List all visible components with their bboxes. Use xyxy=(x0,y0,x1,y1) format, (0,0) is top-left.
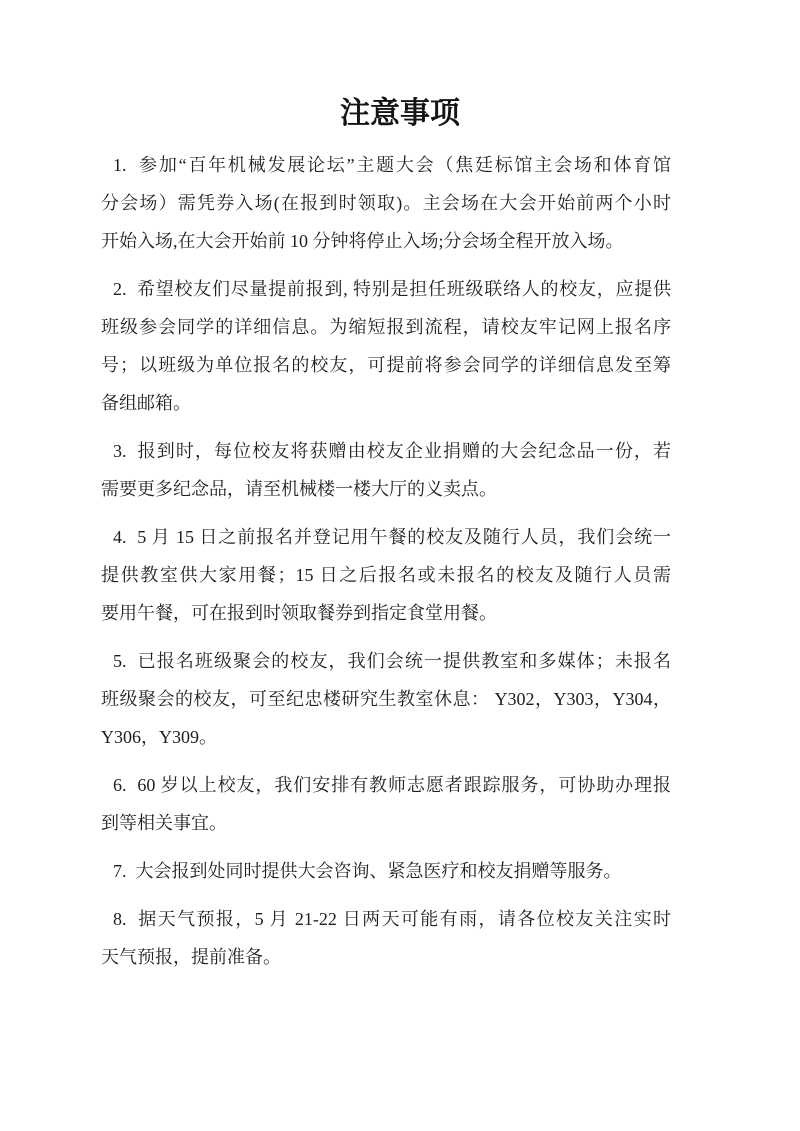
note-item-3 xyxy=(101,432,671,508)
note-item-8 xyxy=(101,900,671,976)
note-item-5 xyxy=(101,642,671,756)
text-line: 8. 据天气预报，5 月 21-22 日两天可能有雨，请各位校友关注实时 xyxy=(113,909,671,929)
text-line: Y306，Y309。 xyxy=(101,727,217,747)
text-line: 4. 5 月 15 日之前报名并登记用午餐的校友及随行人员，我们会统一 xyxy=(113,527,671,547)
text-line: 3. 报到时，每位校友将获赠由校友企业捐赠的大会纪念品一份，若 xyxy=(113,441,671,461)
document-title: 注意事项 xyxy=(340,97,460,130)
note-item-7 xyxy=(101,852,671,890)
text-line: 到等相关事宜。 xyxy=(101,813,227,833)
text-line: 7. 大会报到处同时提供大会咨询、紧急医疗和校友捐赠等服务。 xyxy=(113,861,622,881)
note-item-2 xyxy=(101,270,671,422)
text-line: 班级聚会的校友，可至纪忠楼研究生教室休息： Y302，Y303，Y304， xyxy=(101,689,671,709)
note-item-1 xyxy=(101,146,671,260)
text-line: 2. 希望校友们尽量提前报到, 特别是担任班级联络人的校友，应提供 xyxy=(113,279,671,299)
text-line: 要用午餐，可在报到时领取餐券到指定食堂用餐。 xyxy=(101,603,497,623)
text-line: 1. 参加“百年机械发展论坛”主题大会（焦廷标馆主会场和体育馆 xyxy=(113,155,671,175)
text-line: 提供教室供大家用餐；15 日之后报名或未报名的校友及随行人员需 xyxy=(101,565,671,585)
text-line: 开始入场,在大会开始前 10 分钟将停止入场;分会场全程开放入场。 xyxy=(101,231,624,251)
notes-list xyxy=(101,146,671,976)
note-item-6 xyxy=(101,766,671,842)
text-line: 号；以班级为单位报名的校友，可提前将参会同学的详细信息发至筹 xyxy=(101,355,671,375)
text-line: 班级参会同学的详细信息。为缩短报到流程，请校友牢记网上报名序 xyxy=(101,317,671,337)
text-line: 备组邮箱。 xyxy=(101,393,191,413)
note-item-4 xyxy=(101,518,671,632)
text-line: 5. 已报名班级聚会的校友，我们会统一提供教室和多媒体；未报名 xyxy=(113,651,671,671)
text-line: 天气预报，提前准备。 xyxy=(101,947,281,967)
text-line: 6. 60 岁以上校友，我们安排有教师志愿者跟踪服务，可协助办理报 xyxy=(113,775,671,795)
text-line: 分会场）需凭券入场(在报到时领取)。主会场在大会开始前两个小时 xyxy=(101,193,671,213)
text-line: 需要更多纪念品，请至机械楼一楼大厅的义卖点。 xyxy=(101,479,497,499)
